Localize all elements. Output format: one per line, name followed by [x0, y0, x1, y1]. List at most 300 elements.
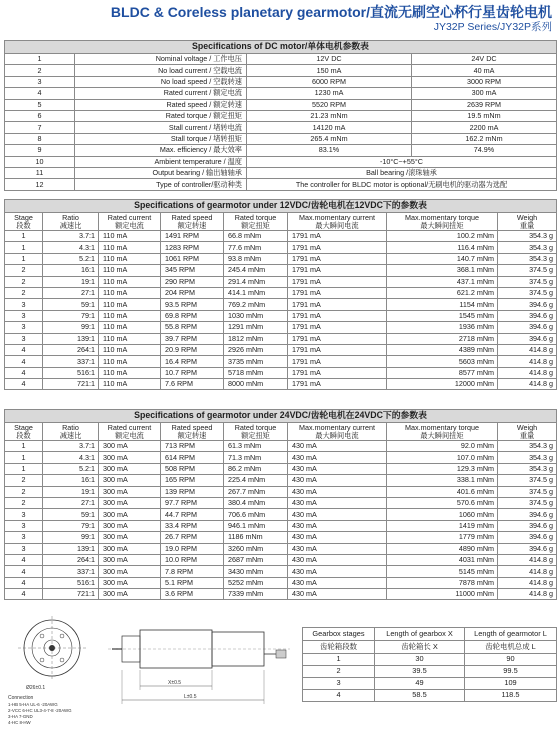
- cell-max-current: 1791 mA: [288, 379, 387, 390]
- table-row: [5, 452, 557, 463]
- cell-max-torque: 1779 mNm: [387, 532, 498, 543]
- cell-rated-speed: 33.4 RPM: [161, 520, 224, 531]
- cell-rated-torque: 380.4 mNm: [224, 497, 288, 508]
- header-cn: 段数: [16, 220, 31, 230]
- cell-stage: 4: [5, 566, 43, 577]
- cell-max-current: 430 mA: [288, 452, 387, 463]
- header-en: Rated current: [107, 422, 152, 432]
- gearbox-header-row-cn: [303, 641, 557, 654]
- dc-spec-row: [5, 76, 557, 87]
- cell-rated-speed: 614 RPM: [161, 452, 224, 463]
- cell-ratio: 3.7:1: [43, 231, 99, 242]
- cell-max-current: 1791 mA: [288, 322, 387, 333]
- value-24v: 40 mA: [412, 65, 557, 76]
- cell-ratio: 264:1: [43, 554, 99, 565]
- table-row: [303, 690, 557, 702]
- cell-stage: 1: [5, 463, 43, 474]
- cell-rated-speed: 508 RPM: [161, 463, 224, 474]
- table-row: [5, 356, 557, 367]
- cell-ratio: 59:1: [43, 299, 99, 310]
- column-header-max-current: [288, 213, 387, 231]
- dc-spec-row: [5, 65, 557, 76]
- gearbox-cell: 2: [303, 666, 375, 678]
- gearbox-cell: 49: [375, 678, 465, 690]
- column-header-ratio: [43, 213, 99, 231]
- cell-rated-torque: 3260 mNm: [224, 543, 288, 554]
- cell-ratio: 139:1: [43, 333, 99, 344]
- column-header-max-torque: [387, 423, 498, 441]
- cell-rated-current: 110 mA: [99, 253, 161, 264]
- cell-stage: 2: [5, 276, 43, 287]
- dc-motor-spec-table: [4, 40, 557, 191]
- cell-weight: 354.3 g: [498, 441, 557, 452]
- dc-spec-row: [5, 133, 557, 144]
- gearbox-header: Length of gearmotor L: [465, 628, 557, 641]
- dc-spec-row: [5, 54, 557, 65]
- row-number: 5: [5, 99, 75, 110]
- row-number: 3: [5, 76, 75, 87]
- cell-ratio: 5.2:1: [43, 463, 99, 474]
- cell-weight: 394.6 g: [498, 333, 557, 344]
- cell-max-current: 1791 mA: [288, 356, 387, 367]
- spec-label: No load speed / 空载转速: [75, 76, 247, 87]
- table-row: [5, 532, 557, 543]
- cell-max-current: 430 mA: [288, 475, 387, 486]
- cell-rated-torque: 267.7 mNm: [224, 486, 288, 497]
- row-number: 7: [5, 122, 75, 133]
- cell-rated-torque: 1291 mNm: [224, 322, 288, 333]
- gearbox-header: Length of gearbox X: [375, 628, 465, 641]
- cell-max-torque: 92.0 mNm: [387, 441, 498, 452]
- cell-weight: 354.3 g: [498, 242, 557, 253]
- cell-stage: 3: [5, 333, 43, 344]
- cell-rated-torque: 93.8 mNm: [224, 253, 288, 264]
- cell-rated-torque: 71.3 mNm: [224, 452, 288, 463]
- cell-rated-speed: 345 RPM: [161, 265, 224, 276]
- dc-spec-row: [5, 156, 557, 167]
- gearbox-cell: 1: [303, 654, 375, 666]
- cell-stage: 3: [5, 543, 43, 554]
- gearbox-cell: 99.5: [465, 666, 557, 678]
- dc-spec-row: [5, 88, 557, 99]
- cell-stage: 1: [5, 452, 43, 463]
- cell-rated-current: 300 mA: [99, 554, 161, 565]
- cell-max-current: 1791 mA: [288, 253, 387, 264]
- header-en: Ratio: [62, 212, 79, 222]
- cell-rated-torque: 66.8 mNm: [224, 231, 288, 242]
- cell-weight: 394.6 g: [498, 543, 557, 554]
- cell-rated-torque: 5718 mNm: [224, 367, 288, 378]
- spec-label: Rated torque / 额定扭矩: [75, 110, 247, 121]
- cell-rated-torque: 3430 mNm: [224, 566, 288, 577]
- cell-max-current: 430 mA: [288, 566, 387, 577]
- cell-weight: 414.8 g: [498, 367, 557, 378]
- spec-label: Output bearing / 输出轴轴承: [75, 167, 247, 178]
- cell-rated-torque: 245.4 mNm: [224, 265, 288, 276]
- cell-rated-speed: 204 RPM: [161, 287, 224, 298]
- header-cn: 段数: [16, 430, 31, 440]
- table-row: [303, 678, 557, 690]
- value-24v: 24V DC: [412, 54, 557, 65]
- table-row: [5, 497, 557, 508]
- dc-spec-row: [5, 99, 557, 110]
- table-row: [5, 441, 557, 452]
- gearbox-header-cn: 齿轮箱长 X: [375, 641, 465, 654]
- cell-ratio: 99:1: [43, 322, 99, 333]
- cell-weight: 354.3 g: [498, 452, 557, 463]
- cell-ratio: 16:1: [43, 265, 99, 276]
- spec-label: Stall current / 堵转电流: [75, 122, 247, 133]
- cell-rated-speed: 16.4 RPM: [161, 356, 224, 367]
- cell-max-torque: 5603 mNm: [387, 356, 498, 367]
- cell-rated-current: 110 mA: [99, 231, 161, 242]
- cell-rated-current: 110 mA: [99, 356, 161, 367]
- cell-weight: 354.3 g: [498, 253, 557, 264]
- cell-rated-speed: 97.7 RPM: [161, 497, 224, 508]
- table-row: [5, 265, 557, 276]
- cell-max-current: 430 mA: [288, 554, 387, 565]
- cell-ratio: 264:1: [43, 344, 99, 355]
- cell-stage: 4: [5, 379, 43, 390]
- column-header-stage: [5, 423, 43, 441]
- gearbox-header: Gearbox stages: [303, 628, 375, 641]
- cell-rated-speed: 93.5 RPM: [161, 299, 224, 310]
- column-header-row: [5, 423, 557, 441]
- column-header-ratio: [43, 423, 99, 441]
- cell-max-torque: 1545 mNm: [387, 310, 498, 321]
- value-24v: 162.2 mNm: [412, 133, 557, 144]
- cell-rated-speed: 7.6 RPM: [161, 379, 224, 390]
- header-cn: 最大瞬间电流: [315, 220, 359, 230]
- spec-label: Type of controller/驱动种类: [75, 179, 247, 190]
- cell-ratio: 79:1: [43, 310, 99, 321]
- front-view: [18, 616, 86, 680]
- cell-rated-current: 300 mA: [99, 543, 161, 554]
- dc-spec-row: [5, 179, 557, 190]
- column-header-rated-torque: [224, 213, 288, 231]
- cell-weight: 414.8 g: [498, 554, 557, 565]
- header-en: Stage: [14, 422, 33, 432]
- table-row: [5, 486, 557, 497]
- cell-max-torque: 570.6 mNm: [387, 497, 498, 508]
- cell-rated-current: 110 mA: [99, 344, 161, 355]
- table-row: [5, 344, 557, 355]
- header-en: Ratio: [62, 422, 79, 432]
- gearbox-cell: 90: [465, 654, 557, 666]
- cell-ratio: 59:1: [43, 509, 99, 520]
- cell-stage: 4: [5, 577, 43, 588]
- column-header-max-torque: [387, 213, 498, 231]
- header-cn: 减速比: [59, 430, 82, 440]
- cell-max-torque: 1154 mNm: [387, 299, 498, 310]
- cell-rated-torque: 77.6 mNm: [224, 242, 288, 253]
- column-header-stage: [5, 213, 43, 231]
- cell-rated-torque: 61.3 mNm: [224, 441, 288, 452]
- cell-max-torque: 1419 mNm: [387, 520, 498, 531]
- cell-max-torque: 100.2 mNm: [387, 231, 498, 242]
- header-cn: 额定电流: [115, 220, 144, 230]
- table-row: [5, 367, 557, 378]
- motor-dimension-drawing: [4, 614, 294, 734]
- table-row: [5, 589, 557, 600]
- header-en: Max.momentary current: [299, 212, 375, 222]
- cell-rated-current: 300 mA: [99, 497, 161, 508]
- cell-stage: 2: [5, 497, 43, 508]
- cell-rated-current: 110 mA: [99, 265, 161, 276]
- cell-rated-torque: 414.1 mNm: [224, 287, 288, 298]
- cell-ratio: 27:1: [43, 497, 99, 508]
- value-24v: 2200 mA: [412, 122, 557, 133]
- cell-stage: 3: [5, 509, 43, 520]
- cell-ratio: 79:1: [43, 520, 99, 531]
- cell-stage: 3: [5, 310, 43, 321]
- cell-ratio: 516:1: [43, 577, 99, 588]
- cell-weight: 374.5 g: [498, 276, 557, 287]
- cell-rated-speed: 290 RPM: [161, 276, 224, 287]
- table-row: [5, 475, 557, 486]
- cell-stage: 3: [5, 532, 43, 543]
- value-24v: 3000 RPM: [412, 76, 557, 87]
- header-cn: 额定转速: [177, 220, 207, 230]
- cell-ratio: 4.3:1: [43, 242, 99, 253]
- cell-weight: 354.3 g: [498, 463, 557, 474]
- header-en: Max.momentary torque: [405, 212, 479, 222]
- cell-max-current: 1791 mA: [288, 242, 387, 253]
- cell-max-torque: 4031 mNm: [387, 554, 498, 565]
- cell-rated-current: 110 mA: [99, 287, 161, 298]
- header-cn: 最大瞬间扭矩: [420, 220, 464, 230]
- value-12v: 1230 mA: [247, 88, 412, 99]
- row-number: 4: [5, 88, 75, 99]
- cell-stage: 1: [5, 242, 43, 253]
- table-row: [5, 566, 557, 577]
- table-row: [5, 299, 557, 310]
- cell-stage: 4: [5, 344, 43, 355]
- cell-weight: 374.5 g: [498, 497, 557, 508]
- table-row: [5, 333, 557, 344]
- header-en: Max.momentary torque: [405, 422, 479, 432]
- table-row: [5, 520, 557, 531]
- cell-rated-current: 300 mA: [99, 589, 161, 600]
- cell-rated-torque: 2926 mNm: [224, 344, 288, 355]
- cell-max-torque: 107.0 mNm: [387, 452, 498, 463]
- value-12v: 5520 RPM: [247, 99, 412, 110]
- header-en: Rated speed: [171, 212, 213, 222]
- cell-rated-speed: 39.7 RPM: [161, 333, 224, 344]
- value-12v: 21.23 mNm: [247, 110, 412, 121]
- row-number: 1: [5, 54, 75, 65]
- cell-weight: 374.5 g: [498, 287, 557, 298]
- gearmotor-24v-title: Specifications of gearmotor under 24VDC/齿轮电机在24VDC下的参数表: [5, 410, 557, 423]
- cell-max-torque: 2718 mNm: [387, 333, 498, 344]
- spec-label: Nominal voltage / 工作电压: [75, 54, 247, 65]
- cell-rated-speed: 5.1 RPM: [161, 577, 224, 588]
- cell-rated-current: 300 mA: [99, 441, 161, 452]
- cell-max-torque: 621.2 mNm: [387, 287, 498, 298]
- gearbox-cell: 39.5: [375, 666, 465, 678]
- header-cn: 额定扭矩: [241, 220, 270, 230]
- cell-ratio: 721:1: [43, 379, 99, 390]
- page-header: [0, 0, 560, 36]
- column-header-row: [5, 213, 557, 231]
- cell-max-current: 1791 mA: [288, 344, 387, 355]
- cell-rated-torque: 2687 mNm: [224, 554, 288, 565]
- table-row: [5, 509, 557, 520]
- header-cn: 重量: [519, 220, 535, 230]
- cell-ratio: 99:1: [43, 532, 99, 543]
- cell-rated-current: 110 mA: [99, 322, 161, 333]
- cell-stage: 3: [5, 299, 43, 310]
- cell-rated-current: 300 mA: [99, 486, 161, 497]
- gearbox-cell: 4: [303, 690, 375, 702]
- dim-x-label: X±0.5: [168, 680, 182, 686]
- cell-max-current: 430 mA: [288, 543, 387, 554]
- table-row: [303, 654, 557, 666]
- cell-rated-torque: 769.2 mNm: [224, 299, 288, 310]
- cell-max-current: 1791 mA: [288, 265, 387, 276]
- header-cn: 最大瞬间扭矩: [420, 430, 464, 440]
- column-header-rated-speed: [161, 423, 224, 441]
- dim-diameter-label: Ø26±0.1: [26, 685, 46, 691]
- cell-rated-current: 300 mA: [99, 577, 161, 588]
- cell-weight: 414.8 g: [498, 379, 557, 390]
- gearbox-cell: 30: [375, 654, 465, 666]
- cell-rated-torque: 225.4 mNm: [224, 475, 288, 486]
- gearbox-cell: 109: [465, 678, 557, 690]
- cell-weight: 374.5 g: [498, 475, 557, 486]
- table-row: [5, 310, 557, 321]
- cell-ratio: 337:1: [43, 356, 99, 367]
- cell-max-current: 430 mA: [288, 497, 387, 508]
- column-header-rated-speed: [161, 213, 224, 231]
- spec-label: No load current / 空载电流: [75, 65, 247, 76]
- cell-rated-torque: 291.4 mNm: [224, 276, 288, 287]
- cell-max-torque: 12000 mNm: [387, 379, 498, 390]
- cell-max-torque: 8577 mNm: [387, 367, 498, 378]
- cell-weight: 394.6 g: [498, 520, 557, 531]
- cell-stage: 2: [5, 287, 43, 298]
- cell-stage: 4: [5, 356, 43, 367]
- cell-weight: 394.6 g: [498, 310, 557, 321]
- cell-max-current: 430 mA: [288, 532, 387, 543]
- page-subtitle: JY32P Series/JY32P系列: [433, 21, 552, 33]
- cell-rated-speed: 3.6 RPM: [161, 589, 224, 600]
- cell-weight: 394.6 g: [498, 532, 557, 543]
- cell-max-current: 1791 mA: [288, 299, 387, 310]
- dc-spec-row: [5, 145, 557, 156]
- cell-rated-torque: 706.6 mNm: [224, 509, 288, 520]
- cell-max-current: 430 mA: [288, 441, 387, 452]
- cell-max-current: 1791 mA: [288, 276, 387, 287]
- row-number: 11: [5, 167, 75, 178]
- cell-max-torque: 401.6 mNm: [387, 486, 498, 497]
- cell-max-torque: 368.1 mNm: [387, 265, 498, 276]
- cell-stage: 2: [5, 475, 43, 486]
- cell-max-current: 430 mA: [288, 589, 387, 600]
- cell-max-torque: 116.4 mNm: [387, 242, 498, 253]
- cell-max-current: 1791 mA: [288, 287, 387, 298]
- gearmotor-24v-table: [4, 409, 557, 600]
- header-cn: 额定电流: [115, 430, 144, 440]
- row-number: 2: [5, 65, 75, 76]
- connection-line: 2-VCC 6-HC UL3-4-7-8 -20AWG: [8, 708, 72, 713]
- cell-rated-current: 300 mA: [99, 463, 161, 474]
- header-en: Stage: [14, 212, 33, 222]
- cell-rated-current: 110 mA: [99, 367, 161, 378]
- cell-weight: 354.3 g: [498, 231, 557, 242]
- cell-rated-speed: 713 RPM: [161, 441, 224, 452]
- cell-rated-speed: 165 RPM: [161, 475, 224, 486]
- gearbox-cell: 118.5: [465, 690, 557, 702]
- cell-rated-torque: 86.2 mNm: [224, 463, 288, 474]
- cell-stage: 1: [5, 441, 43, 452]
- cell-rated-speed: 1491 RPM: [161, 231, 224, 242]
- cell-rated-current: 110 mA: [99, 242, 161, 253]
- dim-l-label: L±0.5: [184, 694, 197, 700]
- cell-ratio: 3.7:1: [43, 441, 99, 452]
- cell-rated-torque: 1186 mNm: [224, 532, 288, 543]
- gearmotor-12v-title: Specifications of gearmotor under 12VDC/齿轮电机在12VDC下的参数表: [5, 200, 557, 213]
- cell-rated-current: 110 mA: [99, 310, 161, 321]
- cell-max-current: 1791 mA: [288, 231, 387, 242]
- cell-weight: 414.8 g: [498, 344, 557, 355]
- gearbox-length-table: [302, 627, 557, 702]
- gearbox-cell: 58.5: [375, 690, 465, 702]
- cell-max-current: 1791 mA: [288, 310, 387, 321]
- value-12v: 12V DC: [247, 54, 412, 65]
- cell-stage: 1: [5, 231, 43, 242]
- value-12v: 150 mA: [247, 65, 412, 76]
- row-number: 8: [5, 133, 75, 144]
- cell-stage: 4: [5, 589, 43, 600]
- column-header-weight: [498, 423, 557, 441]
- table-row: [303, 666, 557, 678]
- value-24v: 300 mA: [412, 88, 557, 99]
- cell-weight: 374.5 g: [498, 486, 557, 497]
- side-view: [108, 630, 290, 704]
- dc-spec-row: [5, 110, 557, 121]
- cell-rated-speed: 44.7 RPM: [161, 509, 224, 520]
- cell-max-torque: 129.3 mNm: [387, 463, 498, 474]
- header-cn: 额定扭矩: [241, 430, 270, 440]
- table-row: [5, 231, 557, 242]
- cell-ratio: 337:1: [43, 566, 99, 577]
- cell-rated-torque: 946.1 mNm: [224, 520, 288, 531]
- cell-rated-current: 300 mA: [99, 452, 161, 463]
- gearbox-header-row: [303, 628, 557, 641]
- cell-ratio: 19:1: [43, 276, 99, 287]
- cell-rated-torque: 7339 mNm: [224, 589, 288, 600]
- spec-value: Ball bearing /滚珠轴承: [247, 167, 557, 178]
- header-en: Rated torque: [234, 212, 277, 222]
- cell-max-current: 430 mA: [288, 520, 387, 531]
- cell-max-torque: 338.1 mNm: [387, 475, 498, 486]
- table-row: [5, 242, 557, 253]
- cell-max-torque: 5145 mNm: [387, 566, 498, 577]
- cell-max-current: 1791 mA: [288, 333, 387, 344]
- spec-label: Ambient temperature / 温度: [75, 156, 247, 167]
- spec-value: -10°C~+55°C: [247, 156, 557, 167]
- value-12v: 265.4 mNm: [247, 133, 412, 144]
- cell-max-current: 430 mA: [288, 509, 387, 520]
- cell-max-torque: 437.1 mNm: [387, 276, 498, 287]
- header-cn: 最大瞬间电流: [315, 430, 359, 440]
- column-header-weight: [498, 213, 557, 231]
- cell-rated-speed: 19.0 RPM: [161, 543, 224, 554]
- header-en: Rated torque: [234, 422, 277, 432]
- cell-rated-current: 110 mA: [99, 299, 161, 310]
- row-number: 9: [5, 145, 75, 156]
